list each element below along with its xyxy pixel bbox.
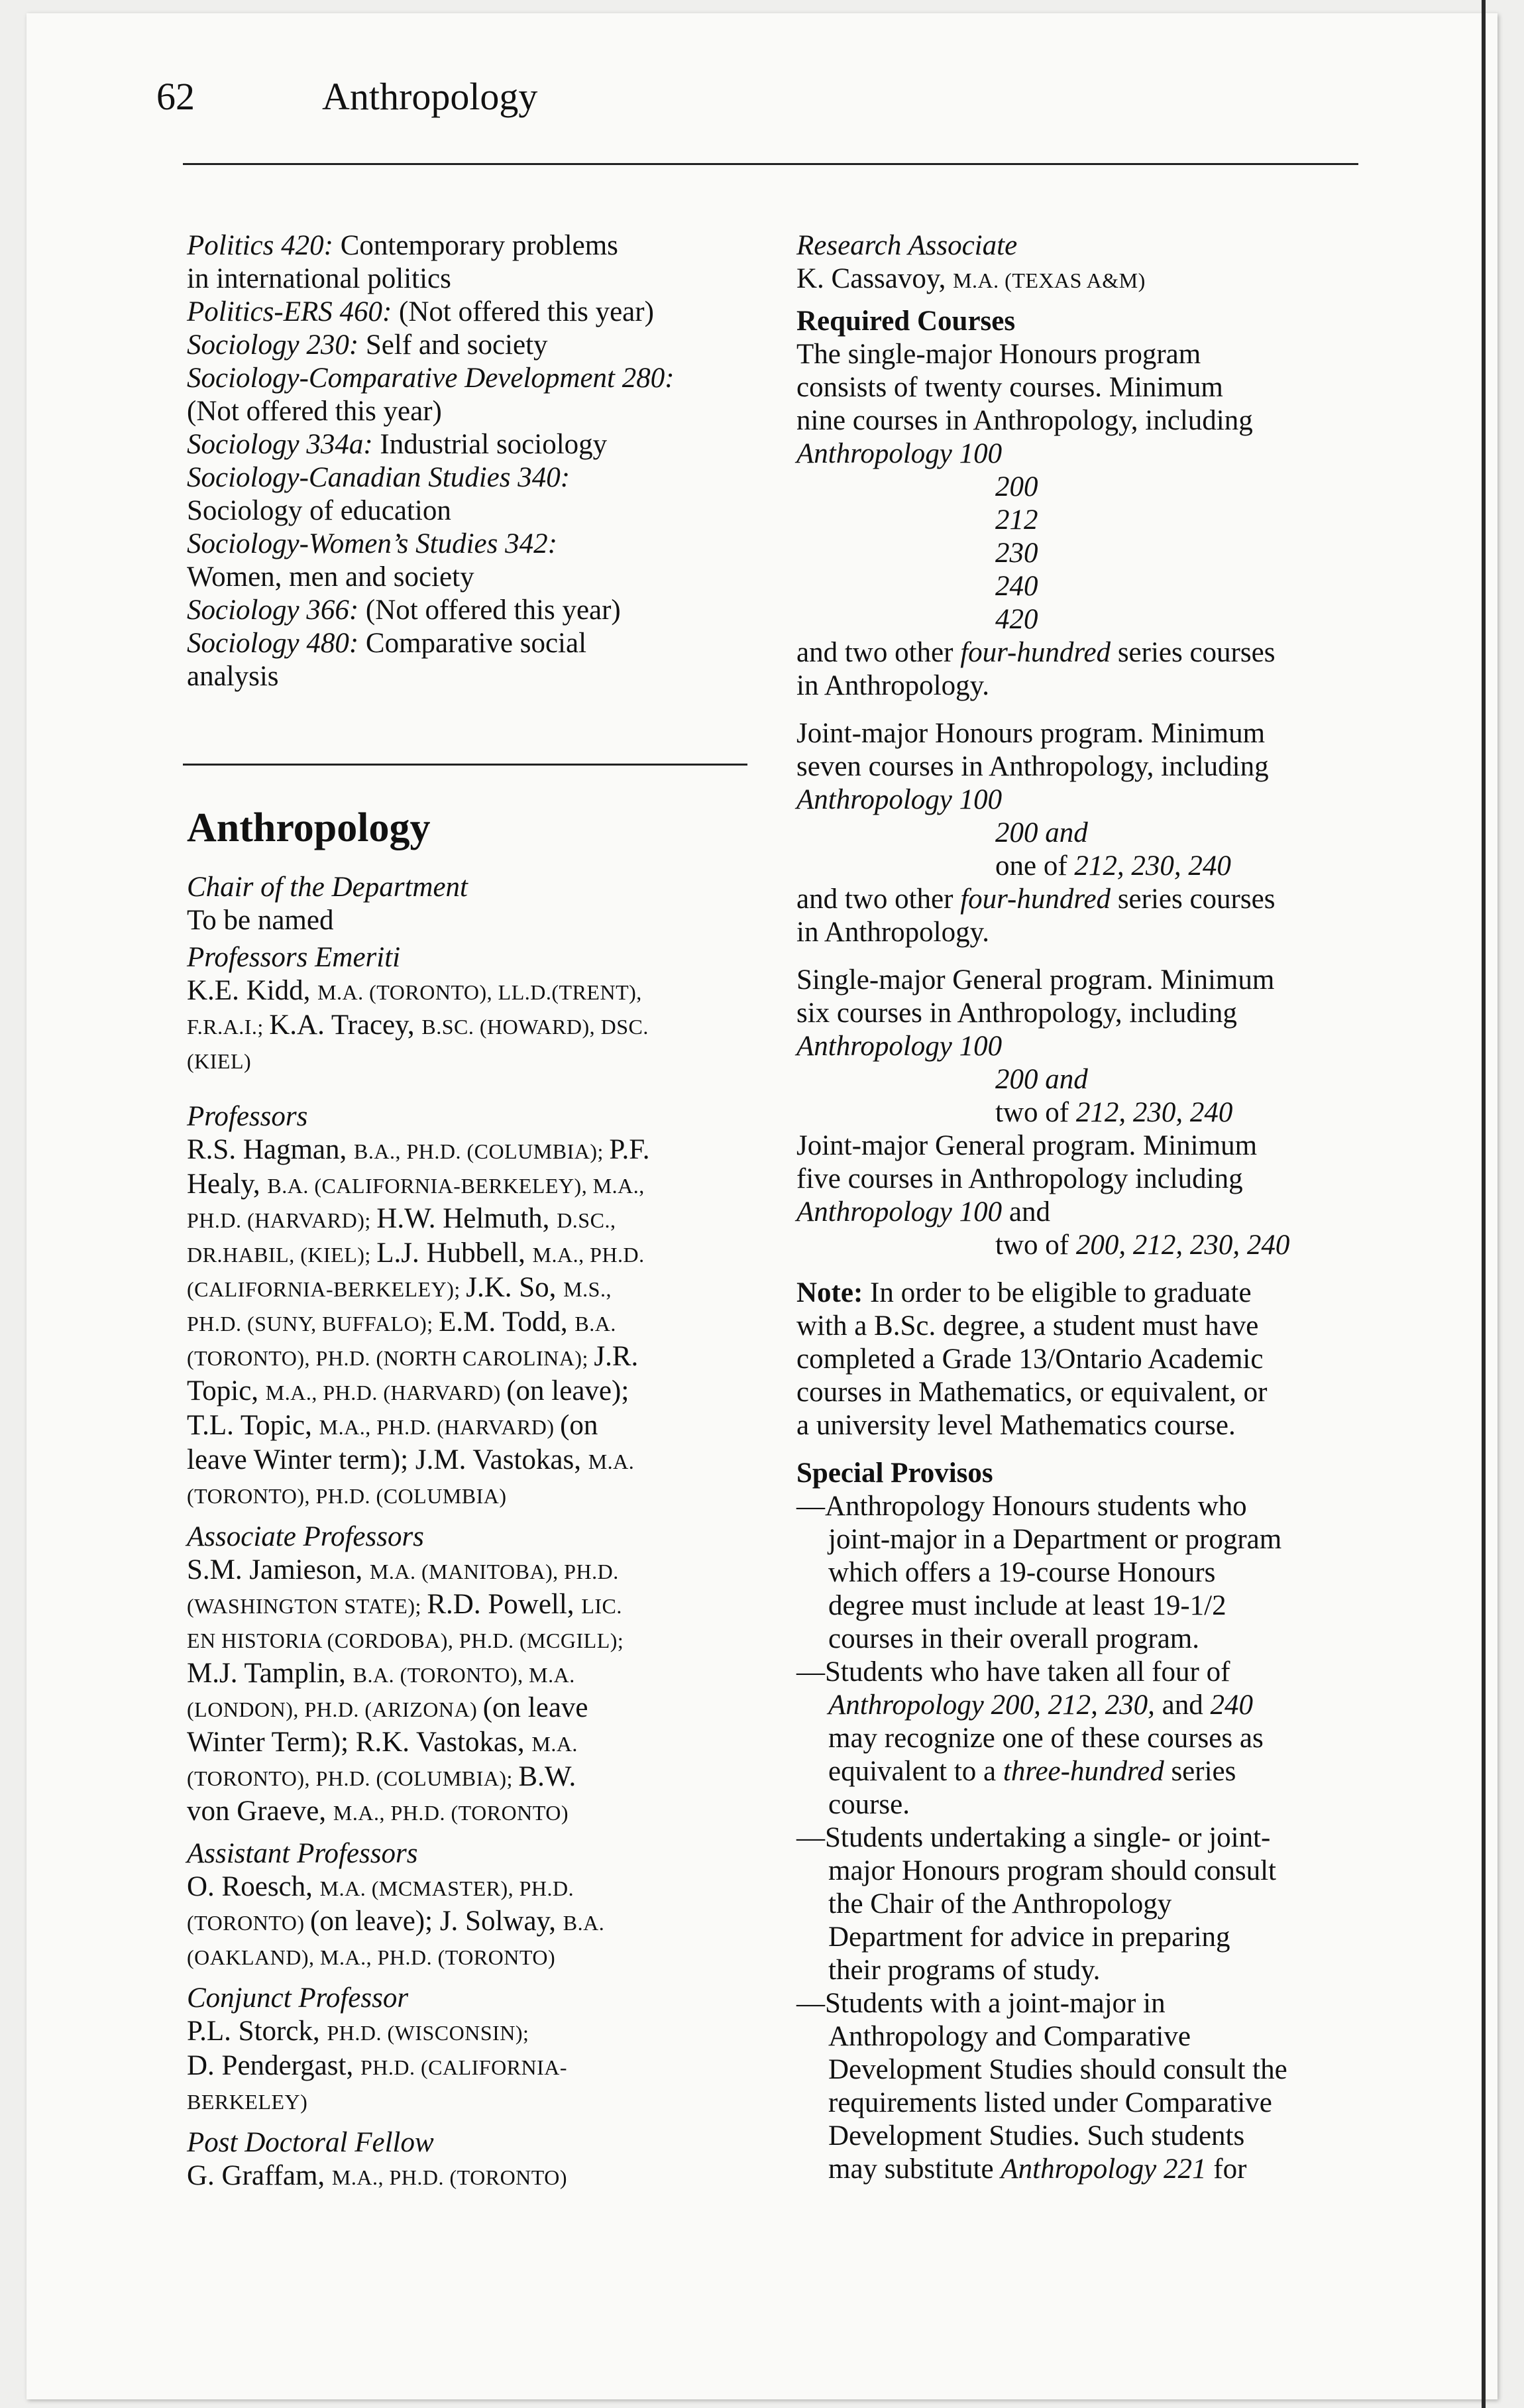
faculty-credentials: M.A., PH.D. (HARVARD) (265, 1381, 507, 1405)
joint-general-line: five courses in Anthropology including (796, 1163, 1243, 1194)
proviso-3 (796, 1821, 1360, 1987)
chair-heading: Chair of the Department (187, 872, 468, 903)
faculty-credentials: PH.D. (CALIFORNIA- (360, 2055, 568, 2079)
department-title: Anthropology (187, 805, 431, 850)
faculty-line (187, 1168, 770, 1202)
research-associate-credentials: M.A. (TEXAS A&M) (953, 268, 1146, 292)
text-span: series courses (1111, 884, 1276, 915)
proviso-line: Development Studies should consult the (828, 2054, 1287, 2085)
text-span: Anthropology 200, 212, 230, (828, 1690, 1155, 1721)
faculty-line (187, 1375, 770, 1409)
proviso-2 (796, 1656, 1360, 1821)
faculty-line (187, 1340, 770, 1375)
faculty-name: (on leave); J. Solway, (310, 1906, 563, 1937)
course-description: analysis (187, 661, 279, 692)
emeritus-credentials: M.A. (TORONTO), LL.D.(TRENT), (317, 980, 642, 1004)
text-span: two of (995, 1230, 1076, 1261)
faculty-credentials: (WASHINGTON STATE); (187, 1594, 427, 1618)
proviso-line: their programs of study. (828, 1955, 1101, 1986)
course-name: Sociology 230: (187, 329, 359, 361)
course-number: 240 (995, 571, 1038, 602)
faculty-name: R.S. Hagman, (187, 1134, 354, 1165)
course-entry (187, 461, 770, 494)
text-span: and (1154, 1690, 1211, 1721)
proviso-line: Anthropology and Comparative (828, 2021, 1191, 2052)
chair-name: To be named (187, 905, 334, 936)
faculty-credentials: M.A. (588, 1450, 635, 1473)
note-text: with a B.Sc. degree, a student must have (796, 1310, 1259, 1342)
course-number: 230 (995, 538, 1038, 569)
faculty-line (187, 2049, 770, 2084)
single-general-line: Single-major General program. Minimum (796, 964, 1275, 996)
single-general-line: six courses in Anthropology, including (796, 998, 1237, 1029)
text-span: may substitute (828, 2153, 1001, 2185)
note-text: completed a Grade 13/Ontario Academic (796, 1344, 1264, 1375)
faculty-line (187, 1691, 770, 1726)
course-description: Comparative social (358, 628, 587, 659)
course-anthropology-100: Anthropology 100 (796, 784, 1003, 815)
faculty-credentials: M.A., PH.D. (TORONTO) (331, 2165, 568, 2189)
emeritus-credentials: (KIEL) (187, 1049, 252, 1073)
course-anthropology-100: Anthropology 100 (796, 438, 1003, 469)
faculty-name: P.L. Storck, (187, 2016, 327, 2047)
faculty-line (187, 1939, 770, 1974)
text-span: series (1164, 1756, 1236, 1787)
course-entry (187, 362, 770, 395)
course-name: Sociology-Canadian Studies 340: (187, 462, 571, 493)
course-description: Sociology of education (187, 495, 451, 526)
faculty-line (187, 1623, 770, 1657)
course-description: Self and society (358, 329, 548, 361)
professors-heading: Professors (187, 1101, 308, 1132)
text-span: Anthropology 221 (1001, 2153, 1207, 2185)
assistant-professors-list (187, 1870, 770, 1974)
faculty-credentials: (OAKLAND), M.A., PH.D. (TORONTO) (187, 1945, 556, 1969)
faculty-credentials: EN HISTORIA (CORDOBA), PH.D. (MCGILL); (187, 1629, 624, 1652)
faculty-line (187, 2084, 770, 2118)
text-span: and two other (796, 637, 961, 668)
faculty-credentials: M.S., (563, 1277, 612, 1301)
text-span: 240 (1210, 1690, 1253, 1721)
course-entry (187, 329, 770, 362)
course-entry (187, 627, 770, 660)
note-text: courses in Mathematics, or equivalent, or (796, 1377, 1268, 1408)
text-span: series courses (1111, 637, 1276, 668)
course-entry (187, 229, 770, 262)
faculty-name: G. Graffam, (187, 2160, 332, 2191)
course-description: in international politics (187, 263, 451, 294)
faculty-line (187, 1588, 770, 1623)
course-entry (187, 428, 770, 461)
course-name: Sociology 366: (187, 595, 359, 626)
note-text: a university level Mathematics course. (796, 1410, 1236, 1441)
course-description: (Not offered this year) (187, 396, 442, 427)
proviso-line: the Chair of the Anthropology (828, 1888, 1172, 1920)
course-description: Women, men and society (187, 561, 474, 593)
running-header: Anthropology (322, 75, 538, 118)
proviso-line: Development Studies. Such students (828, 2120, 1245, 2151)
proviso-line: courses in their overall program. (828, 1623, 1200, 1654)
faculty-credentials: M.A., PH.D. (TORONTO) (333, 1801, 569, 1825)
emeritus-credentials: F.R.A.I.; (187, 1015, 270, 1039)
faculty-credentials: B.A., PH.D. (COLUMBIA); (354, 1139, 610, 1163)
faculty-credentials: M.A. (531, 1732, 578, 1756)
faculty-name: von Graeve, (187, 1796, 333, 1827)
page-edge (1482, 0, 1486, 2408)
proviso-1 (796, 1490, 1360, 1656)
faculty-credentials: PH.D. (SUNY, BUFFALO); (187, 1312, 439, 1336)
section-rule (183, 764, 747, 766)
faculty-name: Topic, (187, 1375, 266, 1406)
proviso-line: —Students with a joint-major in (796, 1988, 1166, 2019)
faculty-name: L.J. Hubbell, (376, 1237, 533, 1269)
course-numbers: 212, 230, 240 (1074, 850, 1231, 882)
course-entry (187, 494, 770, 528)
note-label: Note: (796, 1277, 863, 1308)
faculty-line (187, 1202, 770, 1237)
postdoc-heading: Post Doctoral Fellow (187, 2127, 434, 2158)
faculty-line (187, 1726, 770, 1760)
course-number: 200 and (995, 817, 1088, 848)
joint-honours-line: Joint-major Honours program. Minimum (796, 718, 1266, 749)
course-name: Sociology 480: (187, 628, 359, 659)
course-number: 420 (995, 604, 1038, 635)
faculty-credentials: DR.HABIL, (KIEL); (187, 1243, 377, 1267)
faculty-name: leave Winter term); J.M. Vastokas, (187, 1444, 588, 1475)
faculty-credentials: (LONDON), PH.D. (ARIZONA) (187, 1697, 483, 1721)
text-span: one of (995, 850, 1075, 882)
proviso-line: which offers a 19-course Honours (828, 1557, 1216, 1588)
emeriti-heading: Professors Emeriti (187, 942, 401, 973)
faculty-credentials: M.A. (MCMASTER), PH.D. (319, 1876, 574, 1900)
postdoc-list (187, 2159, 770, 2194)
faculty-name: E.M. Todd, (439, 1306, 575, 1338)
single-honours-line: consists of twenty courses. Minimum (796, 372, 1223, 403)
course-description: (Not offered this year) (358, 595, 621, 626)
page-number: 62 (156, 75, 195, 118)
course-entry (187, 395, 770, 428)
course-entry (187, 262, 770, 296)
faculty-line (187, 1657, 770, 1691)
faculty-line (187, 2159, 770, 2194)
faculty-line (187, 1760, 770, 1795)
faculty-line (187, 1237, 770, 1271)
conjunct-professor-list (187, 2015, 770, 2118)
faculty-name: R.D. Powell, (427, 1589, 582, 1620)
emeritus-credentials: B.SC. (HOWARD), DSC. (421, 1015, 649, 1039)
left-column (187, 229, 770, 2194)
faculty-credentials: (CALIFORNIA-BERKELEY); (187, 1277, 466, 1301)
right-column (796, 229, 1360, 2186)
faculty-name: B.W. (518, 1761, 576, 1792)
faculty-name: Winter Term); R.K. Vastokas, (187, 1727, 532, 1758)
faculty-name: T.L. Topic, (187, 1410, 319, 1441)
faculty-name: P.F. (609, 1134, 650, 1165)
text-span: four-hundred (960, 884, 1111, 915)
faculty-line (187, 1271, 770, 1306)
faculty-credentials: (TORONTO), PH.D. (NORTH CAROLINA); (187, 1346, 594, 1370)
course-name: Sociology-Women’s Studies 342: (187, 528, 557, 559)
joint-general-line: Joint-major General program. Minimum (796, 1130, 1258, 1161)
course-anthropology-100: Anthropology 100 (796, 1196, 1003, 1228)
emeriti-list (187, 974, 770, 1078)
professors-list (187, 1133, 770, 1513)
faculty-name: M.J. Tamplin, (187, 1658, 353, 1689)
course-description: Industrial sociology (372, 429, 608, 460)
assistant-professors-heading: Assistant Professors (187, 1838, 418, 1869)
faculty-name: H.W. Helmuth, (376, 1203, 557, 1234)
faculty-credentials: M.A., PH.D. (532, 1243, 645, 1267)
proviso-line: degree must include at least 19-1/2 (828, 1590, 1226, 1621)
course-anthropology-100: Anthropology 100 (796, 1031, 1003, 1062)
special-provisos-heading: Special Provisos (796, 1458, 993, 1489)
course-number: 200 (995, 471, 1038, 502)
research-associate-heading: Research Associate (796, 230, 1018, 261)
faculty-credentials: M.A., PH.D. (HARVARD) (319, 1415, 561, 1439)
course-entry (187, 296, 770, 329)
faculty-line (187, 1554, 770, 1588)
faculty-name: Healy, (187, 1169, 268, 1200)
faculty-line (187, 1870, 770, 1905)
text-span: equivalent to a (828, 1756, 1003, 1787)
course-numbers: 200, 212, 230, 240 (1075, 1230, 1290, 1261)
faculty-line (187, 1795, 770, 1829)
faculty-line (187, 1478, 770, 1513)
faculty-name: (on leave); (506, 1375, 629, 1406)
faculty-credentials: BERKELEY) (187, 2090, 308, 2114)
proviso-line: —Students undertaking a single- or joint- (796, 1822, 1271, 1853)
faculty-credentials: LIC. (581, 1594, 622, 1618)
text-span: two of (995, 1097, 1076, 1128)
course-entry (187, 660, 770, 693)
faculty-credentials: B.A. (CALIFORNIA-BERKELEY), M.A., (267, 1174, 645, 1198)
faculty-name: J.R. (594, 1341, 639, 1372)
faculty-name: (on (560, 1410, 598, 1441)
faculty-line (187, 1905, 770, 1939)
faculty-name: J.K. So, (466, 1272, 564, 1303)
faculty-name: (on leave (482, 1692, 588, 1723)
header-rule (183, 163, 1358, 165)
required-courses-heading: Required Courses (796, 306, 1016, 337)
course-description: Contemporary problems (333, 230, 618, 261)
proviso-line: course. (828, 1789, 910, 1820)
faculty-line (187, 1133, 770, 1168)
faculty-credentials: B.A. (TORONTO), M.A. (353, 1663, 575, 1687)
single-honours-line: nine courses in Anthropology, including (796, 405, 1253, 436)
text-span: for (1206, 2153, 1247, 2185)
single-honours-line: The single-major Honours program (796, 339, 1201, 370)
conjunct-professor-heading: Conjunct Professor (187, 1982, 409, 2014)
associate-professors-list (187, 1554, 770, 1829)
emeritus-name: K.A. Tracey, (269, 1009, 422, 1041)
text-span: and two other (796, 884, 961, 915)
proviso-line: requirements listed under Comparative (828, 2087, 1272, 2118)
faculty-credentials: PH.D. (WISCONSIN); (327, 2021, 529, 2045)
text-span: and (1002, 1196, 1050, 1228)
faculty-credentials: (TORONTO), PH.D. (COLUMBIA); (187, 1766, 519, 1790)
joint-honours-line: seven courses in Anthropology, including (796, 751, 1269, 782)
course-name: Politics-ERS 460: (187, 296, 392, 327)
faculty-name: D. Pendergast, (187, 2050, 360, 2081)
faculty-line (187, 2015, 770, 2049)
faculty-credentials: B.A. (574, 1312, 616, 1336)
proviso-line: joint-major in a Department or program (828, 1524, 1282, 1555)
proviso-line: Department for advice in preparing (828, 1921, 1230, 1953)
proviso-line: —Anthropology Honours students who (796, 1491, 1247, 1522)
faculty-name: O. Roesch, (187, 1871, 320, 1902)
faculty-credentials: M.A. (MANITOBA), PH.D. (369, 1560, 619, 1583)
text-span: three-hundred (1003, 1756, 1164, 1787)
text-line: in Anthropology. (796, 917, 990, 948)
proviso-line: major Honours program should consult (828, 1855, 1276, 1886)
course-name: Sociology-Comparative Development 280: (187, 363, 675, 394)
course-number: 212 (995, 504, 1038, 536)
course-name: Sociology 334a: (187, 429, 373, 460)
course-entry (187, 594, 770, 627)
faculty-line (187, 1306, 770, 1340)
research-associate-name: K. Cassavoy, (796, 263, 953, 294)
course-description: (Not offered this year) (392, 296, 654, 327)
faculty-line (187, 1444, 770, 1478)
faculty-credentials: B.A. (563, 1911, 605, 1935)
proviso-4 (796, 1987, 1360, 2186)
emeritus-name: K.E. Kidd, (187, 975, 318, 1006)
text-line: in Anthropology. (796, 670, 990, 701)
course-numbers: 212, 230, 240 (1075, 1097, 1233, 1128)
course-list (187, 229, 770, 693)
faculty-name: S.M. Jamieson, (187, 1554, 370, 1585)
proviso-line: may recognize one of these courses as (828, 1723, 1264, 1754)
note-text: In order to be eligible to graduate (863, 1277, 1252, 1308)
faculty-credentials: (TORONTO), PH.D. (COLUMBIA) (187, 1484, 507, 1508)
proviso-line: —Students who have taken all four of (796, 1656, 1230, 1688)
faculty-credentials: (TORONTO) (187, 1911, 311, 1935)
associate-professors-heading: Associate Professors (187, 1521, 424, 1552)
course-entry (187, 561, 770, 594)
faculty-line (187, 1409, 770, 1444)
faculty-credentials: D.SC., (557, 1208, 616, 1232)
course-name: Politics 420: (187, 230, 333, 261)
course-entry (187, 528, 770, 561)
text-span: four-hundred (960, 637, 1111, 668)
course-number: 200 and (995, 1064, 1088, 1095)
faculty-credentials: PH.D. (HARVARD); (187, 1208, 377, 1232)
